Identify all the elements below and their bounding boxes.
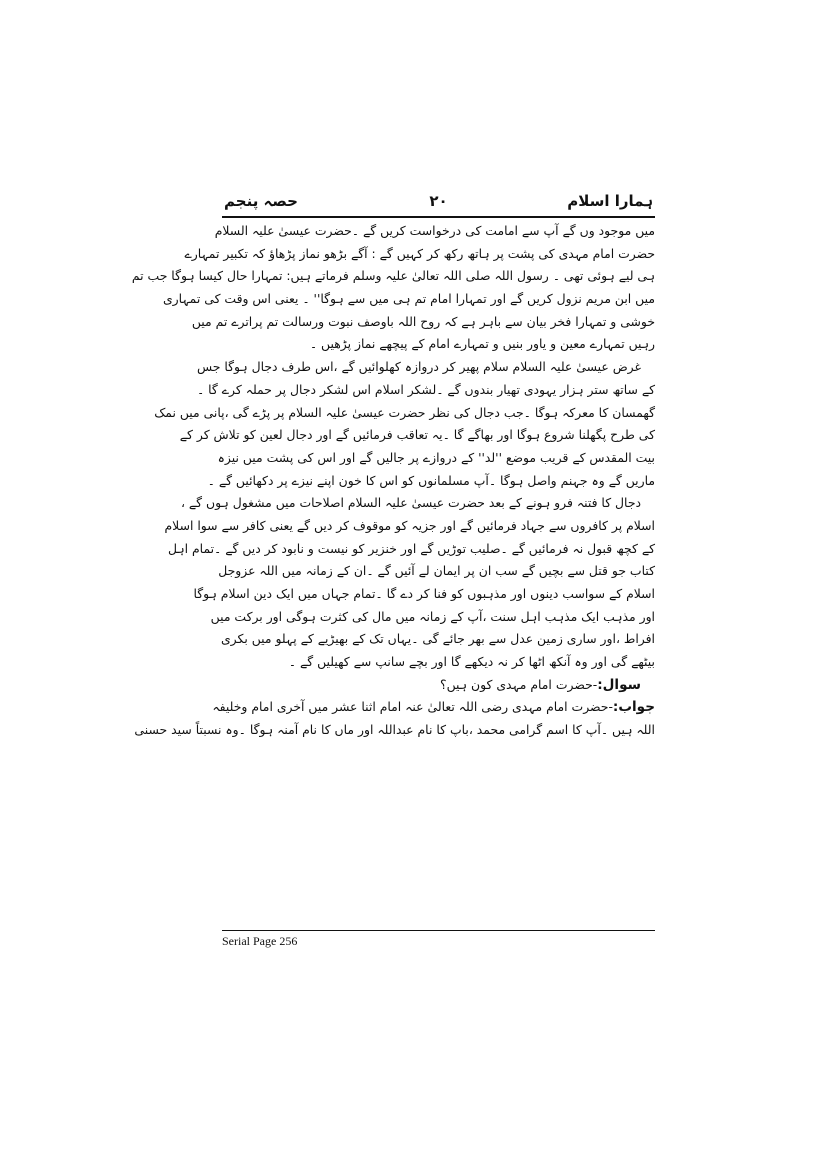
text-line: خوشی و تمہارا فخر بیان سے باہر ہے کہ روح اللہ باوصف نبوت ورسالت تم پراترے تم میں <box>191 313 655 329</box>
section-title: حصہ پنجم <box>224 192 298 210</box>
text-line: کے ساتھ ستر ہزار یہودی تھیار بندوں گے ۔لشکر اسلام اس لشکر دجال پر حملہ کرے گا ۔ <box>196 381 655 397</box>
answer-line: اللہ ہیں ۔آپ کا اسم گرامی محمد ،باپ کا نام عبداللہ اور ماں کا نام آمنہ ہوگا ۔وہ نسبتاً سید حسنی <box>134 722 655 738</box>
text-line: کتاب جو قتل سے بچیں گے سب ان پر ایمان لے آئیں گے ۔ان کے زمانہ میں اللہ عزوجل <box>218 563 655 579</box>
text-line: غرض عیسیٰ علیہ السلام سلام پھیر کر دروازہ کھلوائیں گے ،اس طرف دجال ہوگا جس <box>196 359 641 375</box>
answer-line <box>212 696 655 719</box>
question-label: سوال: <box>597 676 641 693</box>
book-title: ہمارا اسلام <box>567 192 653 210</box>
answer-text: -حضرت امام مہدی رضی اللہ تعالیٰ عنہ امام اثنا عشر میں آخری امام وخلیفہ <box>212 699 613 715</box>
text-line: اور مذہب ایک مذہب اہل سنت ،آپ کے زمانہ میں مال کی کثرت ہوگی اور برکت میں <box>210 608 655 624</box>
answer-label: جواب: <box>612 699 655 716</box>
book-page <box>131 188 655 968</box>
text-line: کے کچھ قبول نہ فرمائیں گے ۔صلیب توڑیں گے اور خنزیر کو نیست و نابود کر دیں گے ۔تمام اہل <box>167 540 655 556</box>
question-text: -حضرت امام مہدی کون ہیں؟ <box>440 676 598 692</box>
text-line: بیٹھے گی اور وہ آنکھ اٹھا کر نہ دیکھے گا اور بچے سانپ سے کھیلیں گے ۔ <box>288 654 655 670</box>
text-line: کی طرح پگھلنا شروع ہوگا اور بھاگے گا ۔یہ تعاقب فرمائیں گے اور دجال لعین کو تلاش کر کے <box>179 427 655 443</box>
text-line: اسلام کے سواسب دینوں اور مذہبوں کو فنا کر دے گا ۔تمام جہاں میں ایک دین اسلام ہوگا <box>193 586 655 601</box>
text-line: ہی لیے ہوئی تھی ۔ رسول اللہ صلی اللہ تعالیٰ علیہ وسلم فرماتے ہیں: تمہارا حال کیسا ہوگا جب تم <box>131 268 655 284</box>
page-number: ۲۰ <box>429 192 448 210</box>
text-line: رہیں تمہارے معین و یاور بنیں و تمہارے امام کے پیچھے نماز پڑھیں ۔ <box>309 336 655 352</box>
header-rule <box>222 216 655 218</box>
footer-rule <box>222 930 655 931</box>
question-line <box>222 674 655 697</box>
text-line: افراط ،اور ساری زمین عدل سے بھر جائے گی ۔یہاں تک کے بھیڑیے کے پہلو میں بکری <box>220 631 655 647</box>
text-line: گھمسان کا معرکہ ہوگا ۔جب دجال کی نظر حضرت عیسیٰ علیہ السلام پر پڑے گی ،پانی میں نمک <box>154 404 655 420</box>
text-line: بیت المقدس کے قریب موضع ''لد'' کے دروازے پر جالیں گے اور اس کی پشت میں نیزہ <box>217 449 655 465</box>
body-text <box>131 220 655 742</box>
text-line: میں ابن مریم نزول کریں گے اور تمہارا امام تم ہی میں سے ہوگا'' ۔ یعنی اس وقت کی تمہاری <box>162 291 655 307</box>
text-line: حضرت امام مہدی کی پشت پر ہاتھ رکھ کر کہیں گے : آگے بڑھو نماز پڑھاؤ کہ تکبیر تمہارے <box>184 245 655 261</box>
text-line: دجال کا فتنہ فرو ہونے کے بعد حضرت عیسیٰ علیہ السلام اصلاحات میں مشغول ہوں گے ، <box>180 495 641 511</box>
page-header <box>222 188 655 218</box>
text-line: اسلام پر کافروں سے جہاد فرمائیں گے اور جزیہ کو موقوف کر دیں گے یعنی کافر سے سوا اسلام <box>164 517 655 533</box>
text-line: ماریں گے وہ جہنم واصل ہوگا ۔آپ مسلمانوں کو اس کا خون اپنے نیزے پر دکھائیں گے ۔ <box>207 472 655 488</box>
text-line: میں موجود وں گے آپ سے امامت کی درخواست کریں گے ۔حضرت عیسیٰ علیہ السلام <box>214 223 655 238</box>
serial-page-label: Serial Page 256 <box>222 934 298 948</box>
